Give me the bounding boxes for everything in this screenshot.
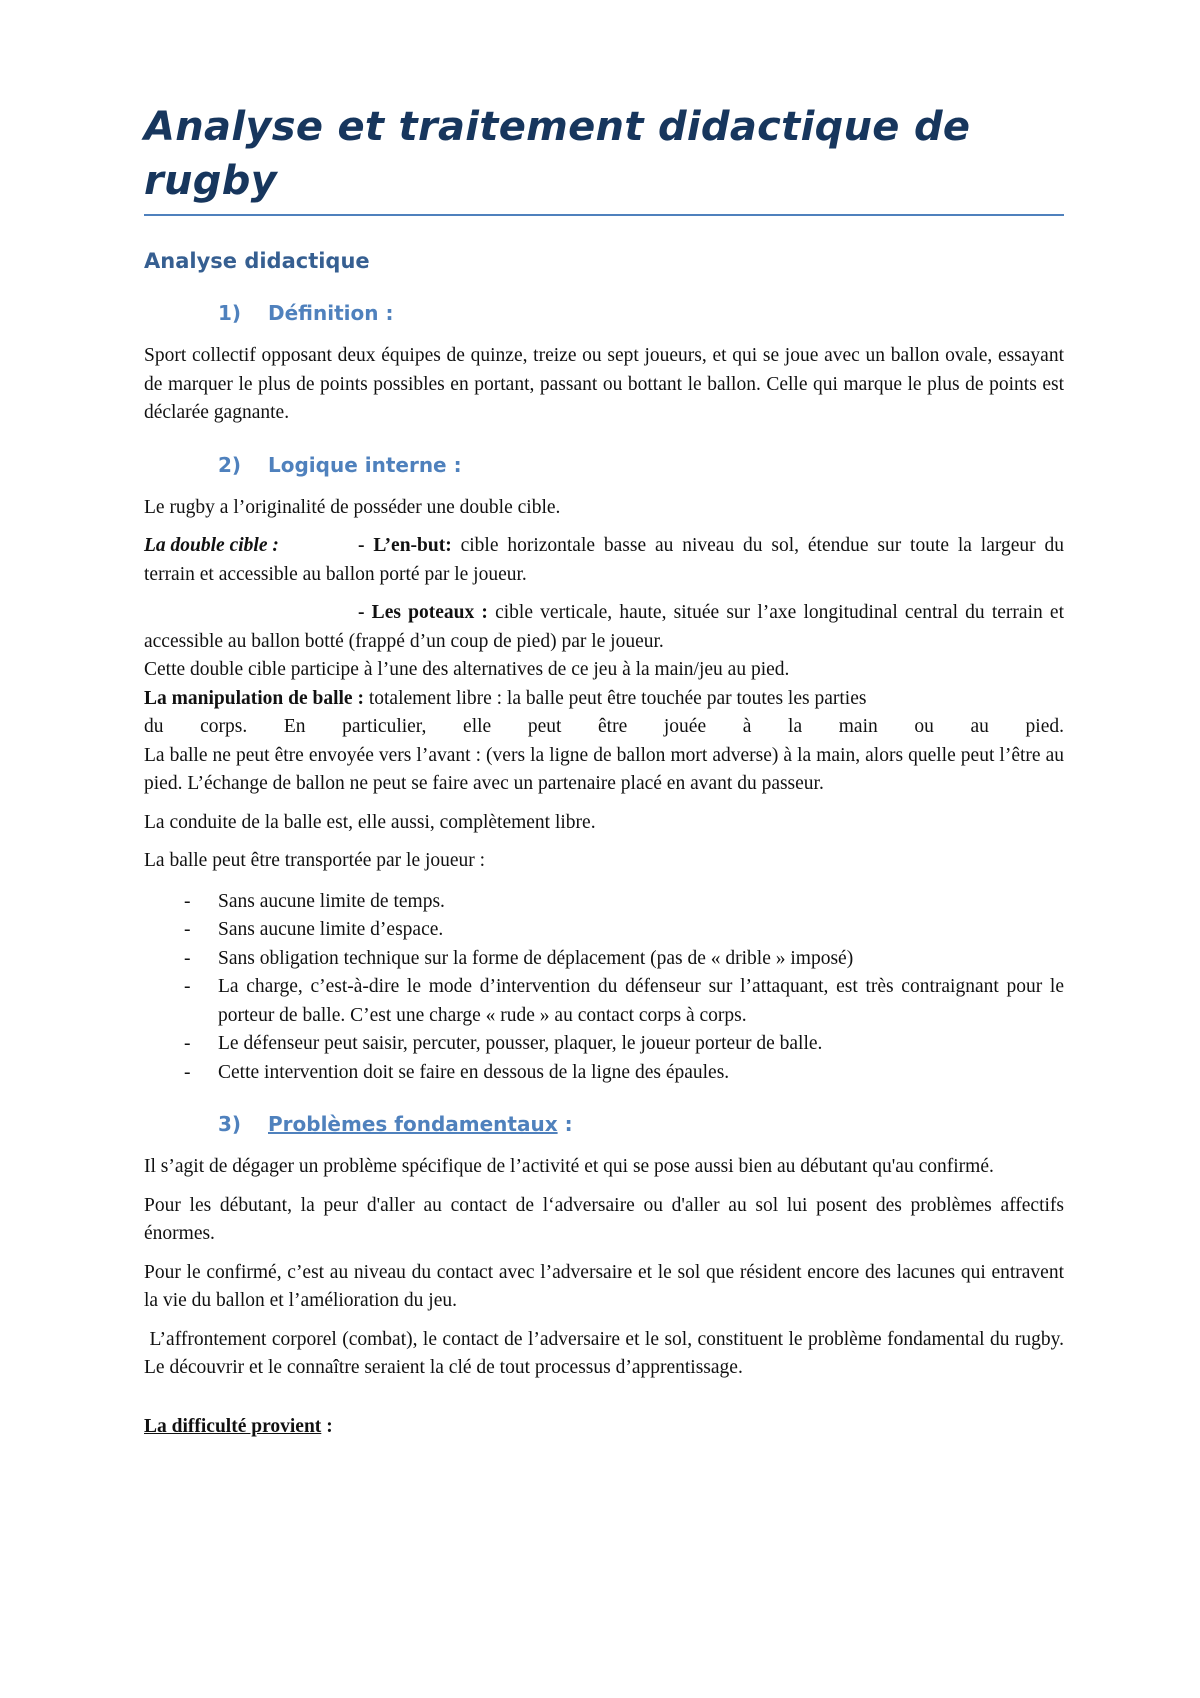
difficulte-label: La difficulté provient — [144, 1415, 322, 1437]
logique-intro: Le rugby a l’originalité de posséder une double cible. — [144, 496, 561, 518]
double-cible-label: La double cible : — [144, 535, 279, 556]
dash-bullet: - — [184, 919, 191, 940]
dash-bullet: - — [184, 976, 191, 997]
heading-problemes — [218, 1109, 1064, 1139]
manipulation-text: totalement libre : la balle peut être touchée par toutes les parties — [363, 687, 867, 709]
dash-bullet: - — [184, 1061, 191, 1083]
avant-paragraph: La balle ne peut être envoyée vers l’avant : (vers la ligne de ballon mort adverse) à la main, alors quelle peut l’être au pied. L’échange de ballon ne peut se faire avec un partenaire placé en avant du passeur. — [144, 744, 1064, 794]
transport-intro: La balle peut être transportée par le joueur : — [144, 850, 486, 871]
dash-bullet: - — [184, 890, 191, 912]
transport-list — [144, 888, 1064, 1088]
list-item: - Sans aucune limite de temps. — [144, 888, 1064, 917]
dash-bullet: - — [184, 947, 191, 969]
document-body — [144, 100, 1069, 1451]
problemes-paragraph-3: Pour le confirmé, c’est au niveau du contact avec l’adversaire et le sol que résident encore des lacunes qui entravent la vie du ballon et l’amélioration du jeu. — [144, 1261, 1064, 1311]
heading-text: Logique interne : — [268, 452, 462, 477]
heading-suffix: : — [557, 1112, 573, 1136]
manipulation-line — [144, 685, 1064, 714]
heading-number: 3) — [218, 1112, 242, 1136]
list-item: - Cette intervention doit se faire en dessous de la ligne des épaules. — [144, 1059, 1064, 1088]
alternatives-line: Cette double cible participe à l’une des alternatives de ce jeu à la main/jeu au pied. — [144, 659, 790, 680]
list-item: - Sans obligation technique sur la forme de déplacement (pas de « drible » imposé) — [144, 945, 1064, 974]
heading-definition — [218, 298, 1064, 328]
problemes-paragraph-1: Il s’agit de dégager un problème spécifique de l’activité et qui se pose aussi bien au débutant qu'au confirmé. — [144, 1156, 994, 1177]
difficulte-suffix: : — [321, 1415, 333, 1437]
heading-logique-interne — [218, 450, 1064, 480]
list-item: - Sans aucune limite d’espace. — [144, 916, 1064, 945]
problemes-paragraph-2: Pour les débutant, la peur d'aller au contact de l‘adversaire ou d'aller au sol lui posent des problèmes affectifs énormes. — [144, 1194, 1064, 1244]
document-title: Analyse et traitement didactique de rugby — [144, 100, 1064, 216]
dash-bullet: - — [184, 1033, 191, 1054]
conduite-paragraph: La conduite de la balle est, elle aussi, complètement libre. — [144, 811, 596, 833]
section-heading: Analyse didactique — [144, 249, 370, 273]
enbut-label: - L’en-but: — [358, 535, 452, 556]
poteaux-paragraph — [144, 599, 1064, 656]
manipulation-line-2: du corps. En particulier, elle peut être jouée à la main ou au pied. — [144, 716, 1064, 737]
heading-text: Définition : — [268, 301, 394, 325]
heading-text: Problèmes fondamentaux — [268, 1112, 558, 1136]
definition-paragraph: Sport collectif opposant deux équipes de quinze, treize ou sept joueurs, et qui se joue avec un ballon ovale, essayant de marquer le plus de points possibles en portant, passant ou bottant le ballon. Celle qui marque le plus de points est déclarée gagnante. — [144, 345, 1064, 423]
heading-number: 2) — [218, 452, 242, 477]
manipulation-label: La manipulation de balle : — [144, 687, 364, 709]
problemes-paragraph-4: L’affrontement corporel (combat), le contact de l’adversaire et le sol, constituent le problème fondamental du rugby. Le découvrir et le connaître seraient la clé de tout processus d’apprentissage. — [144, 1328, 1069, 1378]
poteaux-text: cible verticale, haute, située sur l’axe longitudinal central du terrain et accessible au ballon botté (frappé d’un coup de pied) par le joueur. — [144, 602, 1065, 652]
enbut-paragraph — [144, 532, 1064, 589]
heading-number: 1) — [218, 301, 242, 325]
poteaux-label: - Les poteaux : — [358, 602, 488, 623]
list-item: - La charge, c’est-à-dire le mode d’intervention du défenseur sur l’attaquant, est très contraignant pour le porteur de balle. C’est une charge « rude » au contact corps à corps. — [144, 973, 1064, 1030]
enbut-text: cible horizontale basse au niveau du sol, étendue sur toute la largeur du terrain et accessible au ballon porté par le joueur. — [144, 535, 1065, 585]
list-item: - Le défenseur peut saisir, percuter, pousser, plaquer, le joueur porteur de balle. — [144, 1030, 1064, 1059]
difficulte-line — [144, 1413, 1064, 1442]
